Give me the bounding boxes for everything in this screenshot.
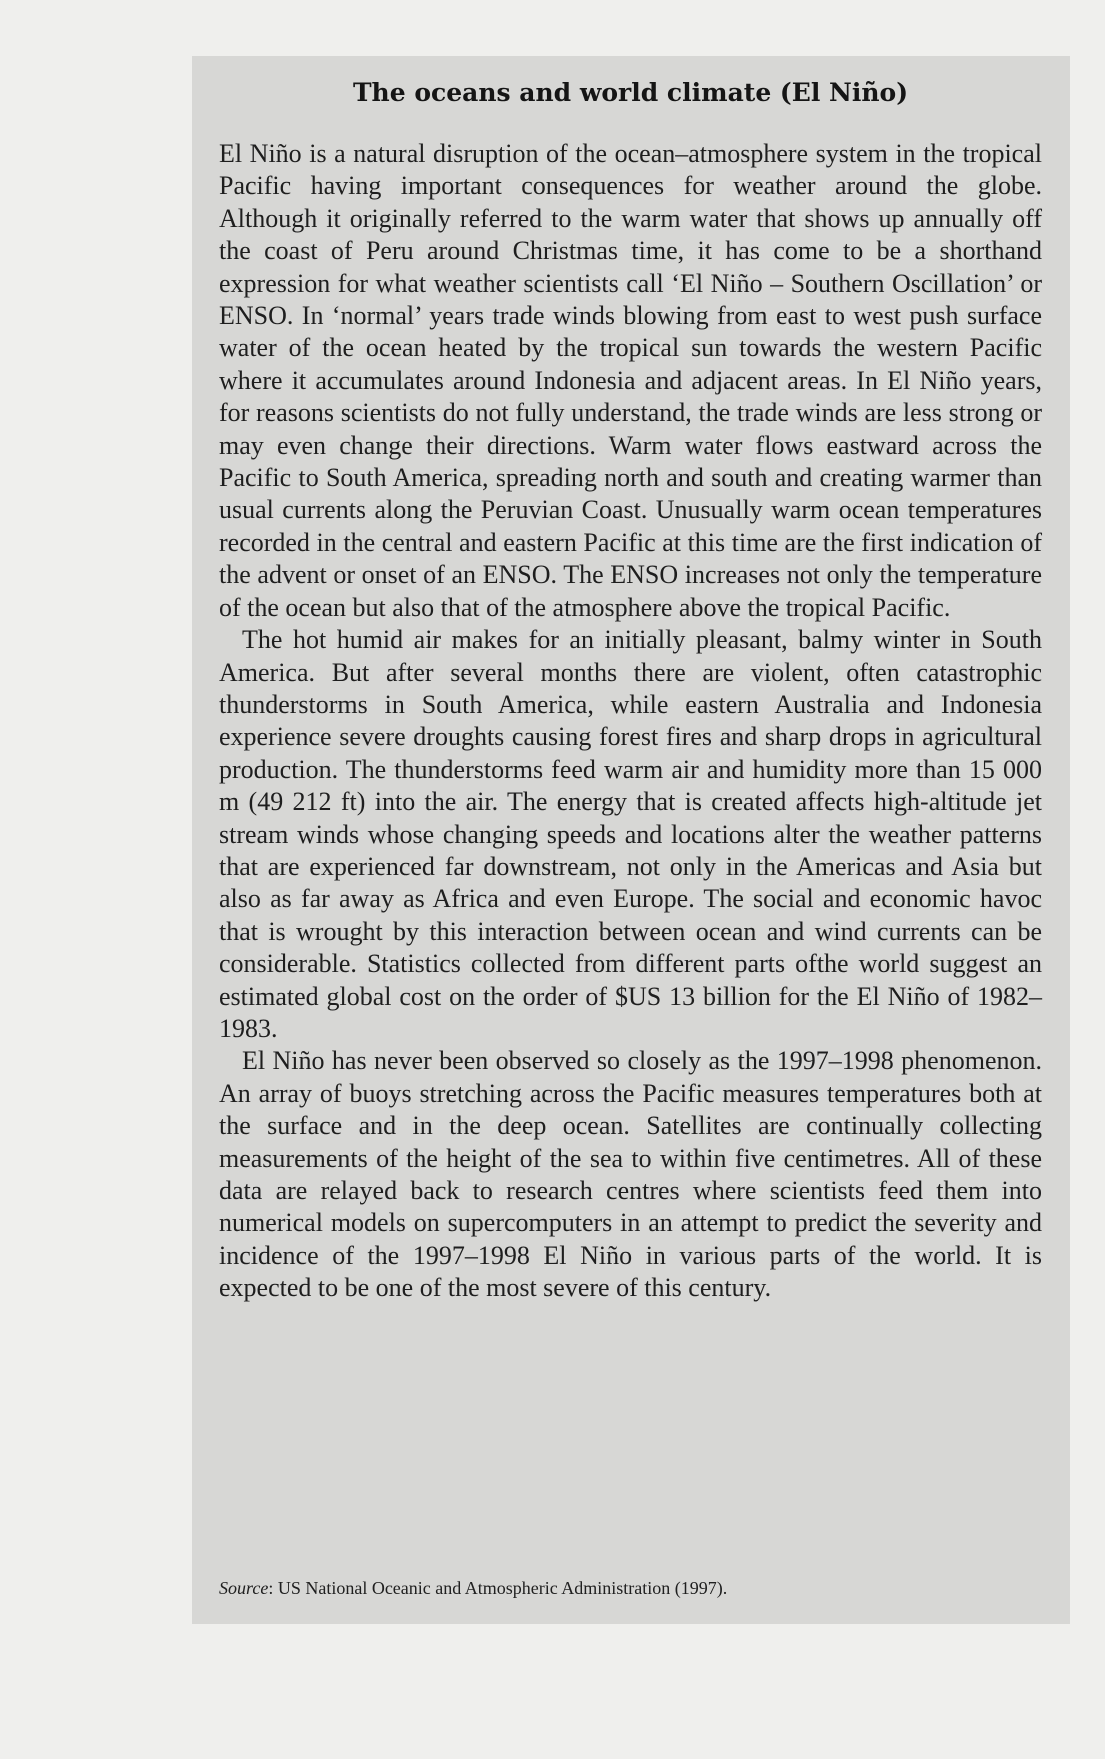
source-text: : US National Oceanic and Atmospheric Administration (1997). — [268, 1578, 728, 1598]
source-label: Source — [219, 1578, 269, 1598]
source-citation — [219, 1578, 727, 1600]
paragraph-3: El Niño has never been observed so closely as the 1997–1998 phenomenon. An array of buoys stretching across the Pacific measures temperatures both at the surface and in the deep ocean. Satellites are continually collecting measurements of the height of the sea to within five centimetres. All of these data are relayed back to research centres where scientists feed them into numerical models on supercomputers in an attempt to predict the severity and incidence of the 1997–1998 El Niño in various parts of the world. It is expected to be one of the most severe of this century. — [219, 1046, 1042, 1303]
paragraph-2: The hot humid air makes for an initially pleasant, balmy winter in South America. But after several months there are violent, often catastrophic thunderstorms in South America, while eastern Australia and Indonesia experience severe droughts causing forest fires and sharp drops in agricultural production. The thunderstorms feed warm air and humidity more than 15 000 m (49 212 ft) into the air. The energy that is created affects high-altitude jet stream winds whose changing speeds and locations alter the weather patterns that are experienced far downstream, not only in the Americas and Asia but also as far away as Africa and even Europe. The social and economic havoc that is wrought by this interaction between ocean and wind currents can be considerable. Statistics collected from different parts ofthe world suggest an estimated global cost on the order of $US 13 billion for the El Niño of 1982–1983. — [219, 625, 1042, 1043]
el-nino-box — [192, 56, 1070, 1624]
box-body — [219, 138, 1042, 1305]
paragraph-1: El Niño is a natural disruption of the ocean–atmosphere system in the tropical Pacific having important consequences for weather around the globe. Although it originally referred to the warm water that shows up annually off the coast of Peru around Christmas time, it has come to be a shorthand expression for what weather scientists call ‘El Niño – Southern Oscillation’ or ENSO. In ‘normal’ years trade winds blowing from east to west push surface water of the ocean heated by the tropical sun towards the western Pacific where it accumulates around Indonesia and adjacent areas. In El Niño years, for reasons scientists do not fully understand, the trade winds are less strong or may even change their directions. Warm water flows eastward across the Pacific to South America, spreading north and south and creating warmer than usual currents along the Peruvian Coast. Unusually warm ocean temperatures recorded in the central and eastern Pacific at this time are the first indication of the advent or onset of an ENSO. The ENSO increases not only the temperature of the ocean but also that of the atmosphere above the tropical Pacific. — [219, 139, 1042, 622]
box-title: The oceans and world climate (El Niño) — [352, 78, 909, 107]
